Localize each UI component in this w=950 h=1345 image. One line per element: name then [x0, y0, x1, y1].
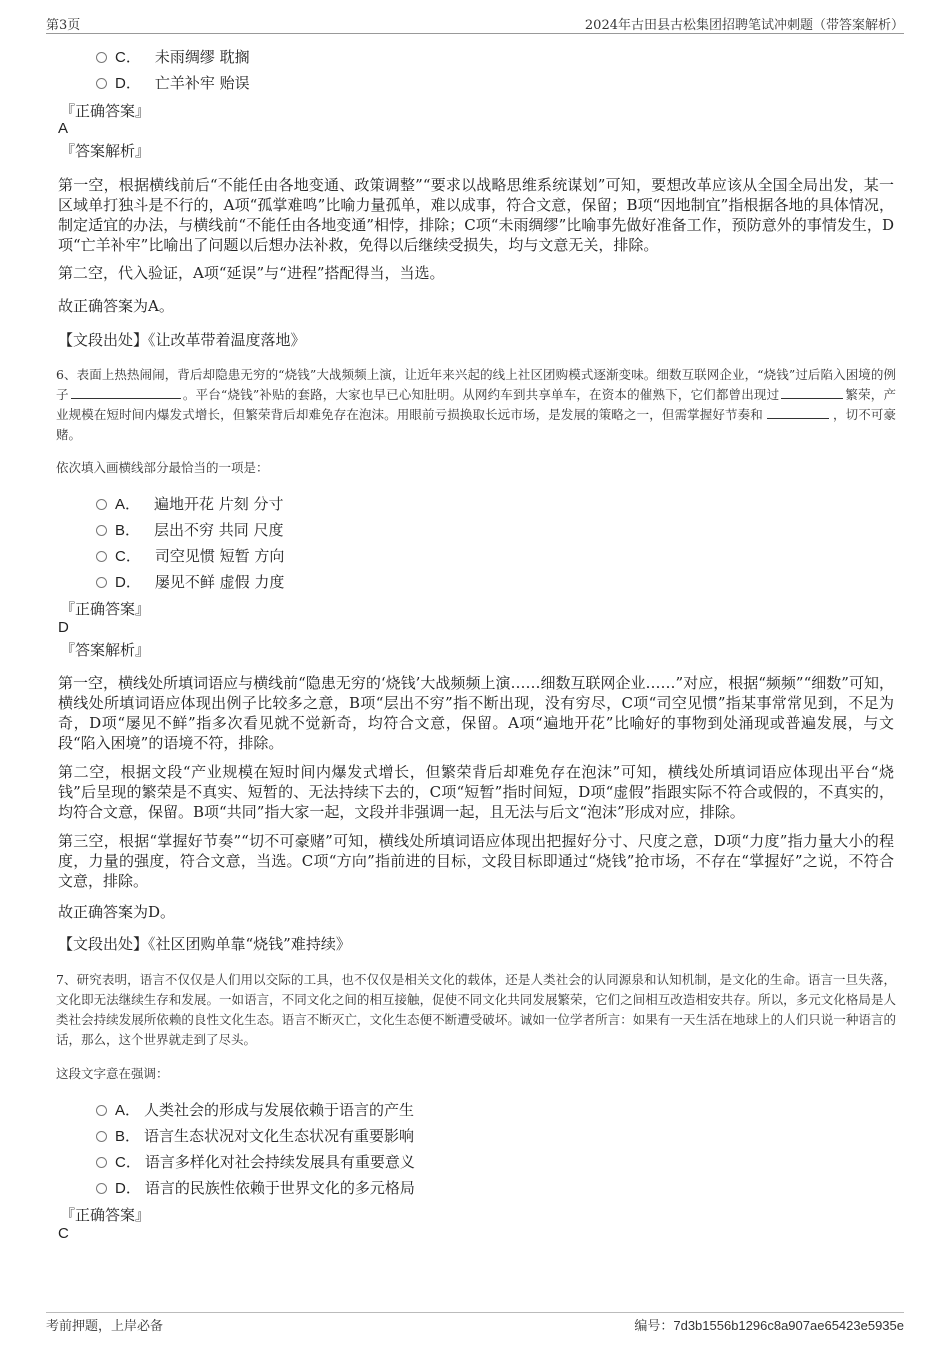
- page-number: 第3页: [46, 18, 81, 33]
- option-q7-c[interactable]: C． 语言多样化对社会持续发展具有重要意义: [96, 1152, 415, 1172]
- option-q5-d[interactable]: D． 亡羊补牢 贻误: [96, 73, 250, 93]
- analysis-conclusion: 故正确答案为A。: [58, 297, 174, 315]
- footer-divider: [46, 1312, 904, 1313]
- option-q6-c[interactable]: C． 司空见惯 短暂 方向: [96, 546, 284, 566]
- analysis-paragraph: 第一空，根据横线前后“不能任由各地变通、政策调整”“要求以战略思维系统谋划”可知，要想改革应该从全国全局出发，某一区域单打独斗是不行的，A项“孤掌难鸣”比喻力量孤单，难以成事，符合文意，保留；B项“因地制宜”指根据各地的具体情况，制定适宜的办法，与横线前“不能任由各地变通”相悖，排除；C项“未雨绸缪”比喻事先做好准备工作，预防意外的事情发生，D项“亡羊补牢”比喻出了问题以后想办法补救，免得以后继续受损失，均与文意无关，排除。: [58, 176, 894, 254]
- analysis-paragraph: 第三空，根据“掌握好节奏”“切不可豪赌”可知，横线处所填词语应体现出把握好分寸、尺度之意，D项“力度”指力量大小的程度，力量的强度，符合文意，当选。C项“方向”指前进的目标，文段目标即通过“烧钱”抢市场，不存在“掌握好”之说，不符合文意，排除。: [58, 832, 894, 890]
- analysis-paragraph: 第二空，根据文段“产业规模在短时间内爆发式增长，但繁荣背后却难免存在泡沫”可知，横线处所填词语应体现出平台“烧钱”后呈现的繁荣是不真实、短暂的、无法持续下去的，C项“短暂”指时间短，D项“虚假”指跟实际不符合或假的，不真实的，均符合文意，保留。B项“共同”指大家一起，文段并非强调一起，且无法与后文“泡沫”形成对应，排除。: [58, 763, 894, 821]
- radio-icon[interactable]: [96, 1157, 107, 1168]
- source-citation: 【文段出处】《让改革带着温度落地》: [58, 331, 306, 349]
- option-q7-a[interactable]: A． 人类社会的形成与发展依赖于语言的产生: [96, 1100, 414, 1120]
- analysis-label: 『答案解析』: [60, 641, 151, 659]
- radio-icon[interactable]: [96, 577, 107, 588]
- question-stem: 7、研究表明，语言不仅仅是人们用以交际的工具，也不仅仅是相关文化的载体，还是人类社会的认同源泉和认知机制，是文化的生命。语言一旦失落，文化即无法继续生存和发展。一如语言，不同文化之间的相互接触，促使不同文化共同发展繁荣，它们之间相互改造相安共存。所以，多元文化格局是人类社会持续发展所依赖的良性文化生态。语言不断灭亡，文化生态便不断遭受破坏。诚如一位学者所言：如果有一天生活在地球上的人们只说一种语言的话，那么，这个世界就走到了尽头。: [56, 972, 896, 1047]
- radio-icon[interactable]: [96, 1183, 107, 1194]
- correct-answer: A: [58, 120, 69, 137]
- correct-answer: D: [58, 619, 69, 636]
- correct-answer-label: 『正确答案』: [60, 600, 151, 618]
- analysis-conclusion: 故正确答案为D。: [58, 903, 176, 921]
- option-q6-b[interactable]: B． 层出不穷 共同 尺度: [96, 520, 284, 540]
- option-q5-c[interactable]: C． 未雨绸缪 耽搁: [96, 47, 250, 67]
- question-prompt: 这段文字意在强调：: [56, 1066, 169, 1081]
- question-prompt: 依次填入画横线部分最恰当的一项是：: [56, 460, 269, 475]
- analysis-paragraph: 第二空，代入验证，A项“延误”与“进程”搭配得当，当选。: [58, 264, 445, 282]
- analysis-label: 『答案解析』: [60, 142, 151, 160]
- analysis-paragraph: 第一空，横线处所填词语应与横线前“隐患无穷的‘烧钱’大战频频上演……细数互联网企业……”对应，根据“频频”“细数”可知，横线处所填词语应体现出例子比较多之意，B项“层出不穷”指不断出现，没有穷尽，C项“司空见惯”指某事常常见到，不足为奇，D项“屡见不鲜”指多次看见就不觉新奇，均符合文意，保留。A项“遍地开花”比喻好的事物到处涌现或普遍发展，与文段“陷入困境”的语境不符，排除。: [58, 674, 894, 752]
- option-q6-a[interactable]: A． 遍地开花 片刻 分寸: [96, 494, 284, 514]
- header-divider: [46, 33, 904, 34]
- correct-answer: C: [58, 1225, 69, 1242]
- radio-icon[interactable]: [96, 1105, 107, 1116]
- radio-icon[interactable]: [96, 499, 107, 510]
- document-code: 编号：7d3b1556b1296c8a907ae65423e5935e: [634, 1318, 904, 1334]
- radio-icon[interactable]: [96, 78, 107, 89]
- option-q7-b[interactable]: B． 语言生态状况对文化生态状况有重要影响: [96, 1126, 414, 1146]
- question-stem: 6、表面上热热闹闹，背后却隐患无穷的“烧钱”大战频频上演，让近年来兴起的线上社区团购模式逐渐变味。细数互联网企业，“烧钱”过后陷入困境的例子 。平台“烧钱”补贴的套路，大家也早已心知肚明。从网约车到共享单车，在资本的催熟下，它们都曾出现过 繁荣，产业规模在短时间内爆发式增长，但繁荣背后却难免存在泡沫。用眼前亏损换取长远市场，是发展的策略之一，但需掌握好节奏和 ，切不可豪赌。: [56, 367, 896, 442]
- page-header: [46, 14, 904, 32]
- footer-slogan: 考前押题，上岸必备: [46, 1319, 164, 1334]
- option-q7-d[interactable]: D． 语言的民族性依赖于世界文化的多元格局: [96, 1178, 415, 1198]
- document-title: 2024年古田县古松集团招聘笔试冲刺题（带答案解析）: [584, 18, 904, 33]
- radio-icon[interactable]: [96, 551, 107, 562]
- source-citation: 【文段出处】《社区团购单靠“烧钱”难持续》: [58, 935, 351, 953]
- fill-blank: [781, 386, 843, 399]
- fill-blank: [71, 386, 181, 399]
- radio-icon[interactable]: [96, 1131, 107, 1142]
- correct-answer-label: 『正确答案』: [60, 102, 151, 120]
- option-q6-d[interactable]: D． 屡见不鲜 虚假 力度: [96, 572, 284, 592]
- fill-blank: [767, 406, 829, 419]
- radio-icon[interactable]: [96, 52, 107, 63]
- radio-icon[interactable]: [96, 525, 107, 536]
- correct-answer-label: 『正确答案』: [60, 1206, 151, 1224]
